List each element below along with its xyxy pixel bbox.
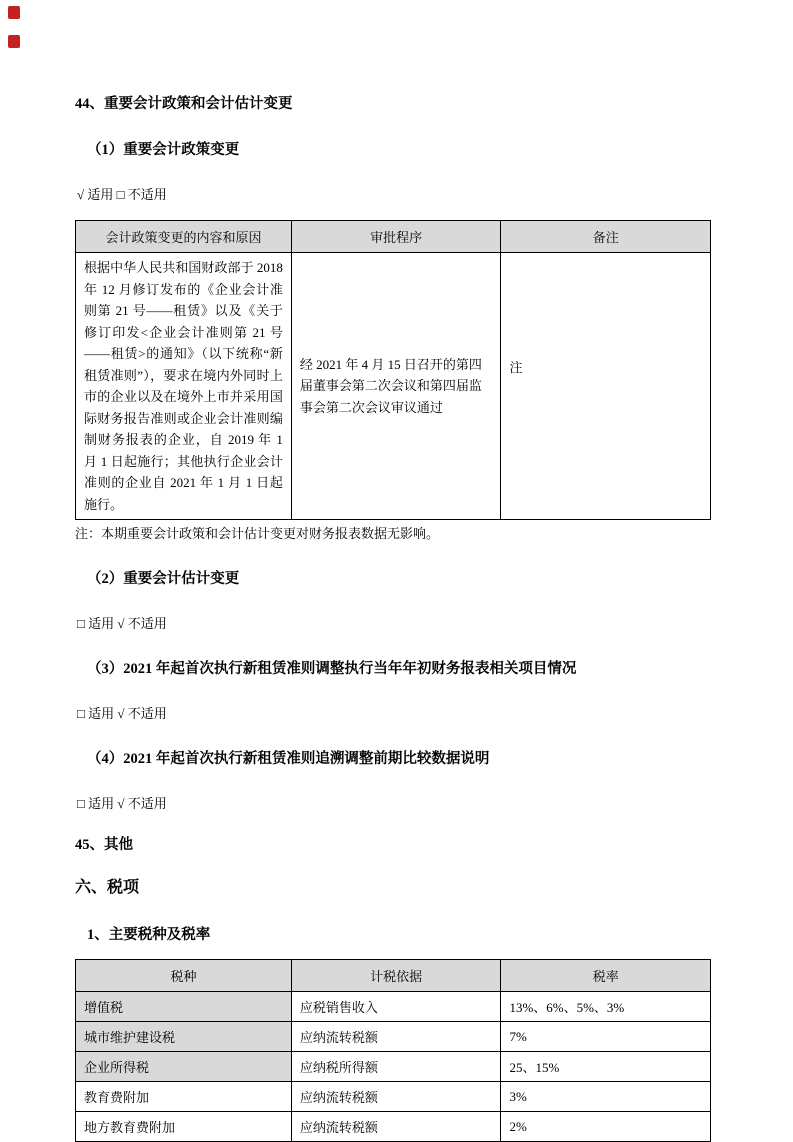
table-cell: 13%、6%、5%、3%	[501, 992, 711, 1022]
red-stamp-icon	[8, 6, 20, 19]
tax-rate-table	[75, 959, 711, 1142]
section-44-3-heading: （3）2021 年起首次执行新租赁准则调整执行当年年初财务报表相关项目情况	[87, 661, 577, 677]
applicability-lease-adjustment: □ 适用 √ 不适用	[77, 706, 167, 721]
table-cell: 应纳税所得额	[291, 1052, 501, 1082]
table-cell: 增值税	[76, 992, 292, 1022]
table-row	[76, 992, 711, 1022]
table-cell: 根据中华人民共和国财政部于 2018 年 12 月修订发布的《企业会计准则第 21 号——租赁》以及《关于修订印发<企业会计准则第 21 号——租赁>的通知》（以下统称“新租赁准则”），要求在境内外同时上市的企业以及在境外上市并采用国际财务报告准则或企业会计准则编制财务报表的企业，自 2019 年 1 月 1 日起施行；其他执行企业会计准则的企业自 2021 年 1 月 1 日起施行。	[76, 253, 292, 520]
table-row	[76, 1022, 711, 1052]
table-cell: 7%	[501, 1022, 711, 1052]
column-header: 审批程序	[291, 221, 501, 253]
table-header-row	[76, 960, 711, 992]
policy-table-note: 注：本期重要会计政策和会计估计变更对财务报表数据无影响。	[75, 526, 440, 541]
section-44-2-heading: （2）重要会计估计变更	[87, 571, 240, 587]
table-cell: 经 2021 年 4 月 15 日召开的第四届董事会第二次会议和第四届监事会第二次会议审议通过	[291, 253, 501, 520]
table-cell: 2%	[501, 1112, 711, 1142]
section-44-4-heading: （4）2021 年起首次执行新租赁准则追溯调整前期比较数据说明	[87, 751, 490, 767]
table-cell: 3%	[501, 1082, 711, 1112]
column-header: 税种	[76, 960, 292, 992]
page-annotation-marks	[8, 6, 20, 48]
column-header: 计税依据	[291, 960, 501, 992]
table-cell: 应纳流转税额	[291, 1082, 501, 1112]
table-row	[76, 1082, 711, 1112]
applicability-estimate-change: □ 适用 √ 不适用	[77, 616, 167, 631]
table-cell: 应税销售收入	[291, 992, 501, 1022]
table-cell: 城市维护建设税	[76, 1022, 292, 1052]
table-cell: 教育费附加	[76, 1082, 292, 1112]
red-stamp-icon	[8, 35, 20, 48]
table-row	[76, 1052, 711, 1082]
column-header: 税率	[501, 960, 711, 992]
section-45-heading: 45、其他	[75, 837, 133, 853]
table-cell: 地方教育费附加	[76, 1112, 292, 1142]
column-header: 会计政策变更的内容和原因	[76, 221, 292, 253]
table-row	[76, 253, 711, 520]
table-cell: 25、15%	[501, 1052, 711, 1082]
column-header: 备注	[501, 221, 711, 253]
table-header-row	[76, 221, 711, 253]
document-page	[75, 94, 711, 1142]
table-cell: 应纳流转税额	[291, 1022, 501, 1052]
applicability-policy-change: √ 适用 □ 不适用	[77, 187, 167, 202]
chapter-6-heading: 六、税项	[75, 879, 140, 896]
table-cell: 注	[501, 253, 711, 520]
table-row	[76, 1112, 711, 1142]
applicability-retrospective: □ 适用 √ 不适用	[77, 796, 167, 811]
section-6-1-heading: 1、主要税种及税率	[87, 927, 211, 943]
table-cell: 应纳流转税额	[291, 1112, 501, 1142]
policy-change-table	[75, 220, 711, 520]
section-44-heading: 44、重要会计政策和会计估计变更	[75, 96, 293, 112]
table-cell: 企业所得税	[76, 1052, 292, 1082]
section-44-1-heading: （1）重要会计政策变更	[87, 142, 240, 158]
